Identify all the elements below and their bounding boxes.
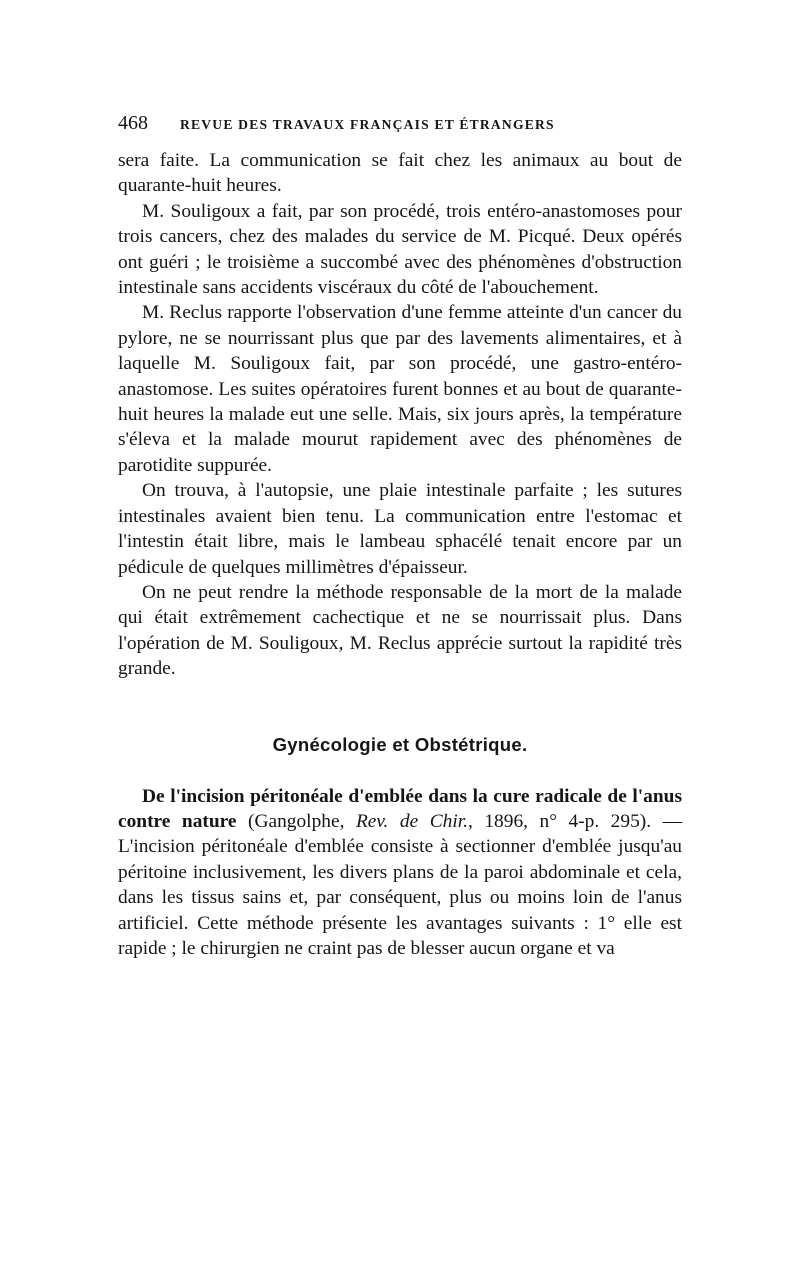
article-paragraph [118,784,682,962]
citation-rest: , 1896, n° 4-p. 295). [468,810,652,832]
article-body: — L'incision péritonéale d'emblée consiste à sectionner d'emblée jusqu'au péritoine inclusivement, les divers plans de la paroi abdominale et cela, dans les tissus sains et, par conséquent, plus ou moins loin de l'anus artificiel. Cette méthode présente les avantages suivants : 1° elle est rapide ; le chirurgien ne craint pas de blesser aucun organe et va [118,810,682,959]
paragraph: sera faite. La communication se fait chez les animaux au bout de quarante-huit heures. [118,150,682,197]
paragraph: On trouva, à l'autopsie, une plaie intestinale parfaite ; les sutures intestinales avaient bien tenu. La communication entre l'estomac et l'intestin était libre, mais le lambeau sphacélé tenait encore par un pédicule de quelques millimètres d'épaisseur. [118,480,682,578]
citation-open: (Gangolphe, [236,810,356,832]
citation-journal: Rev. de Chir. [355,810,468,832]
paragraph: M. Souligoux a fait, par son procédé, trois entéro-anastomoses pour trois cancers, chez des malades du service de M. Picqué. Deux opérés ont guéri ; le troisième a succombé avec des phénomènes d'obstruction intestinale sans accidents viscéraux du côté de l'abouchement. [118,200,682,299]
paragraph: M. Reclus rapporte l'observation d'une femme atteinte d'un cancer du pylore, ne se nourrissant plus que par des lavements alimentaires, et à laquelle M. Souligoux fait, par son procédé, une gastro-entéro-anastomose. Les suites opératoires furent bonnes et au bout de quarante-huit heures la malade eut une selle. Mais, six jours après, la température s'éleva et la malade mourut rapidement avec des phénomènes de parotidite suppurée. [118,302,682,476]
body-text [118,148,682,682]
section-heading: Gynécologie et Obstétrique. [272,733,528,755]
book-page [118,112,682,961]
running-head [118,112,682,142]
article-title: De l'incision péritonéale d'emblée dans la cure radicale de l'anus contre nature [118,785,682,832]
article [118,784,682,962]
running-title: REVUE DES TRAVAUX FRANÇAIS ET ÉTRANGERS [180,117,555,132]
paragraph: On ne peut rendre la méthode responsable de la mort de la malade qui était extrêmement cachectique et ne se nourrissait plus. Dans l'opération de M. Souligoux, M. Reclus apprécie surtout la rapidité très grande. [118,581,682,680]
page-number: 468 [118,112,148,134]
